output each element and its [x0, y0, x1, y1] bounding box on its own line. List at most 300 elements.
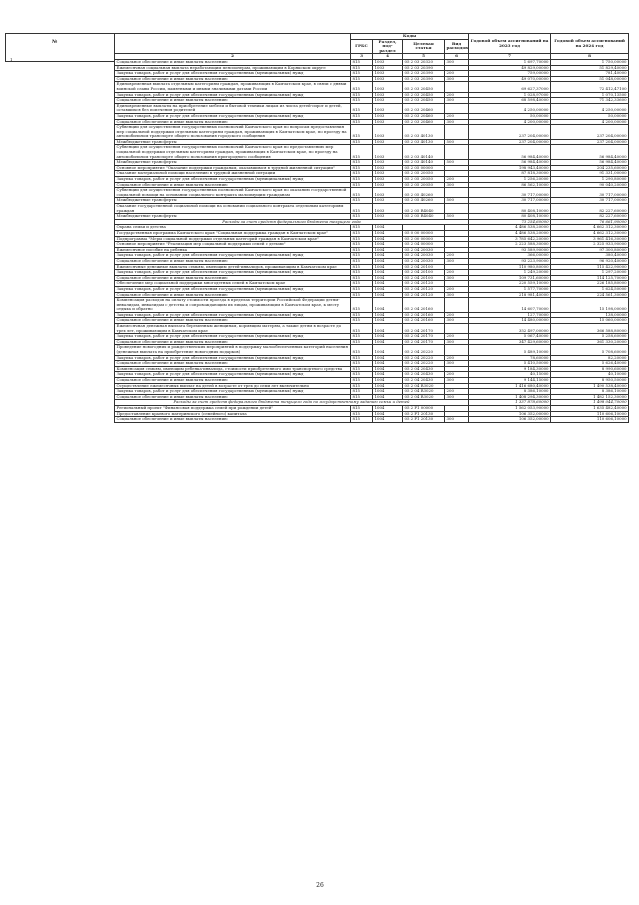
cell-s2: 237 204,00000 [551, 125, 629, 140]
cell-name: Региональный проект "Финансовая поддержка семей при рождении детей" [115, 405, 351, 411]
header-sum-2024: Годовой объем ассигнований на 2024 год [551, 34, 629, 54]
cell-vr: 500 [445, 160, 469, 166]
cell-cs: 05 2 P1 20130 [403, 417, 445, 423]
cell-s1: 49 070,00000 [469, 76, 551, 82]
cell-cs: 05 2 04 20430 [403, 372, 445, 378]
cell-s2: 50,00000 [551, 113, 629, 119]
cell-s1: 237 204,00000 [469, 125, 551, 140]
cell-s2: 15 060,00000 [551, 318, 629, 324]
cell-s1: 218 981,40000 [469, 292, 551, 298]
cell-name: Субвенции для осуществления государственных полномочий Камчатского края по оказанию государственной социальной помощи на основании социального контракта малоимущим гражданам [115, 188, 351, 198]
cell-s1: 1 028,97000 [469, 92, 551, 98]
cell-s1: 1 416 680,40000 [469, 383, 551, 389]
cell-grbs: 815 [351, 270, 373, 276]
cell-name: Закупка товаров, работ и услуг для обеспечения государственных (муниципальных) нужд [115, 389, 351, 395]
cell-s1: 14 607,70000 [469, 298, 551, 313]
cell-name: Межбюджетные трансферты [115, 160, 351, 166]
cell-vr: 300 [445, 318, 469, 324]
cell-name: Единовременная выплата отдельным категориям граждан, проживающих в Камчатском крае, в связи с днями воинской славы России, памятными и иными значимыми датами России [115, 82, 351, 92]
cell-grbs: 815 [351, 318, 373, 324]
cell-rz: 1004 [373, 405, 403, 411]
cell-name: Единовременные выплаты на приобретение мебели и бытовой техники лицам из числа детей-сирот и детей, оставшихся без попечения родителей [115, 103, 351, 113]
cell-grbs: 815 [351, 292, 373, 298]
cell-s2: 4 662 312,30000 [551, 230, 629, 236]
cell-rz: 1003 [373, 165, 403, 171]
cell-s2: 82 227,60000 [551, 204, 629, 214]
cell-grbs: 815 [351, 92, 373, 98]
cell-s1: 3 785 642,20000 [469, 236, 551, 242]
cell-name: Субвенции для осуществления государственных полномочий Камчатского края по вопросам предоставления мер социальной поддержки отдельным категориям граждан, проживающих в Камчатском крае, по проезду на автомобильном транспорте общего пользования городского сообщения [115, 125, 351, 140]
cell-s1: 14 480,00000 [469, 318, 551, 324]
cell-rz: 1004 [373, 361, 403, 367]
number-sign: № [52, 39, 58, 45]
cell-name: Оказание материальной помощи населению в трудной жизненной ситуации [115, 171, 351, 177]
cell-s1: 1 562 053,90000 [469, 405, 551, 411]
cell-s1: 30 717,00000 [469, 188, 551, 198]
cell-vr: 200 [445, 71, 469, 77]
cell-s2: 8 990,60000 [551, 366, 629, 372]
number-column-header [5, 33, 114, 62]
cell-s2: 366 588,80000 [551, 324, 629, 334]
cell-rz: 1004 [373, 378, 403, 384]
cell-grbs: 815 [351, 286, 373, 292]
cell-s1: 1 249,20000 [469, 270, 551, 276]
cell-name: Социальное обеспечение и иные выплаты населению [115, 258, 351, 264]
cell-name: Проведение новогодних и рождественских мероприятий в поддержку малообеспеченных категорий населения (денежная выплата на приобретение новогодних подарков) [115, 345, 351, 355]
cell-rz: 1004 [373, 345, 403, 355]
cell-s1: 93 223,90000 [469, 258, 551, 264]
cell-rz: 1004 [373, 389, 403, 395]
cell-vr: 200 [445, 270, 469, 276]
cell-name: Ежемесячная социальная выплата неработающим пенсионерам, проживающим в Корякском округе [115, 65, 351, 71]
cell-cs: 05 2 04 20170 [403, 339, 445, 345]
cell-name: Ежемесячное пособие на ребенка [115, 247, 351, 253]
cell-rz: 1003 [373, 204, 403, 214]
cell-rz: 1004 [373, 292, 403, 298]
cell-grbs: 815 [351, 113, 373, 119]
cell-rz: 1004 [373, 318, 403, 324]
cell-grbs: 815 [351, 366, 373, 372]
cell-s2: 82 227,60000 [551, 214, 629, 220]
cell-cs: 05 2 04 20100 [403, 270, 445, 276]
cell-cs: 05 2 04 00000 [403, 242, 445, 248]
cell-cs: 05 2 03 20460 [403, 113, 445, 119]
cell-cs: 05 2 05 20050 [403, 171, 445, 177]
cell-cs: 05 2 03 40140 [403, 160, 445, 166]
cell-rz: 1003 [373, 139, 403, 145]
cell-s1: 1 697,70000 [469, 59, 551, 65]
cell-name: Основное мероприятие "Оказание поддержки гражданам, оказавшимся в трудной жизненной ситуации" [115, 165, 351, 171]
col-index: 6 [445, 54, 469, 60]
cell-cs: 05 2 04 20220 [403, 355, 445, 361]
cell-name: Государственная программа Камчатского края "Социальная поддержка граждан в Камчатском крае" [115, 230, 351, 236]
cell-vr: 200 [445, 389, 469, 395]
cell-s2: 237 204,00000 [551, 139, 629, 145]
cell-name: Закупка товаров, работ и услуг для обеспечения государственных (муниципальных) нужд [115, 177, 351, 183]
cell-s1: 4 250,00000 [469, 103, 551, 113]
cell-name: Социальное обеспечение и иные выплаты населению [115, 339, 351, 345]
cell-name: Закупка товаров, работ и услуг для обеспечения государственных (муниципальных) нужд [115, 372, 351, 378]
cell-rz: 1004 [373, 298, 403, 313]
cell-rz: 1003 [373, 214, 403, 220]
table-row [115, 103, 629, 113]
cell-rz: 1004 [373, 264, 403, 270]
cell-s2: 51 048,00000 [551, 76, 629, 82]
cell-grbs: 815 [351, 204, 373, 214]
cell-cs: 05 2 04 20430 [403, 366, 445, 372]
cell-grbs: 815 [351, 198, 373, 204]
page-number: 26 [316, 882, 324, 889]
col-index: 3 [351, 54, 373, 60]
cell-cs: 05 2 04 R3020 [403, 394, 445, 400]
cell-vr: 300 [445, 182, 469, 188]
cell-cs: 05 2 P1 00000 [403, 405, 445, 411]
cell-cs: 05 2 04 20170 [403, 324, 445, 334]
cell-s2: 30 717,00000 [551, 188, 629, 198]
cell-s1: 68 598,40000 [469, 98, 551, 104]
cell-name: Социальное обеспечение и иные выплаты населению [115, 417, 351, 423]
cell-rz: 1004 [373, 372, 403, 378]
cell-s1: 56 984,40000 [469, 145, 551, 160]
cell-grbs: 815 [351, 236, 373, 242]
cell-s2: 40,10000 [551, 372, 629, 378]
cell-rz: 1003 [373, 177, 403, 183]
cell-rz: 1004 [373, 286, 403, 292]
col-index: 2 [115, 54, 351, 60]
cell-name: Закупка товаров, работ и услуг для обеспечения государственных (муниципальных) нужд [115, 355, 351, 361]
cell-name: Межбюджетные трансферты [115, 198, 351, 204]
cell-rz: 1004 [373, 236, 403, 242]
table-row [115, 145, 629, 160]
cell-rz: 1004 [373, 383, 403, 389]
cell-s2: 72 412,47100 [551, 82, 629, 92]
cell-s1: 1 256,20000 [469, 177, 551, 183]
cell-grbs: 815 [351, 253, 373, 259]
cell-grbs: 815 [351, 355, 373, 361]
cell-grbs: 815 [351, 312, 373, 318]
cell-grbs: 815 [351, 82, 373, 92]
cell-name: Закупка товаров, работ и услуг для обеспечения государственных (муниципальных) нужд [115, 253, 351, 259]
cell-cs: 05 2 05 20050 [403, 177, 445, 183]
cell-vr: 300 [445, 275, 469, 281]
cell-name: Закупка товаров, работ и услуг для обеспечения государственных (муниципальных) нужд [115, 312, 351, 318]
cell-s2: 1 070,13500 [551, 92, 629, 98]
cell-cs: 05 2 04 20030 [403, 247, 445, 253]
cell-grbs: 815 [351, 339, 373, 345]
cell-vr [445, 125, 469, 140]
table-row [115, 82, 629, 92]
cell-vr: 300 [445, 394, 469, 400]
cell-vr: 300 [445, 59, 469, 65]
cell-s2: 1 290,80000 [551, 177, 629, 183]
cell-cs: 05 2 04 R3020 [403, 383, 445, 389]
cell-s1: 73 254,60000 [469, 219, 551, 225]
cell-vr [445, 324, 469, 334]
cell-vr: 200 [445, 355, 469, 361]
cell-vr: 300 [445, 292, 469, 298]
cell-grbs: 815 [351, 417, 373, 423]
cell-s2: 4 250,00000 [551, 103, 629, 113]
cell-s2: 30 717,00000 [551, 198, 629, 204]
cell-cs: 05 2 03 20390 [403, 65, 445, 71]
cell-grbs: 815 [351, 145, 373, 160]
cell-grbs: 815 [351, 119, 373, 125]
cell-name: Расходы за счет средств федерального бюджета текущего года по государственному заданию семьи и детей [115, 400, 469, 406]
cell-s1: 5 067,40000 [469, 334, 551, 340]
table-row [115, 125, 629, 140]
cell-name: Ежемесячные денежные выплаты семьям, имеющим детей-инвалидов, проживающим в Камчатском крае [115, 264, 351, 270]
cell-s2: 96 920,40000 [551, 258, 629, 264]
cell-s2: 110 606,10000 [551, 411, 629, 417]
cell-grbs: 815 [351, 59, 373, 65]
cell-rz: 1004 [373, 334, 403, 340]
cell-s1: 5 410,50000 [469, 361, 551, 367]
cell-s2: 8 386,10000 [551, 389, 629, 395]
cell-s1: 4 486 538,20000 [469, 230, 551, 236]
cell-name: Социальное обеспечение и иные выплаты населению [115, 119, 351, 125]
cell-s1: 8 386,10000 [469, 389, 551, 395]
cell-s2: 82,20000 [551, 355, 629, 361]
cell-cs: 05 2 05 R4040 [403, 204, 445, 214]
cell-s2: 71 342,33600 [551, 98, 629, 104]
cell-rz: 1003 [373, 125, 403, 140]
cell-s2: 204 235,60000 [551, 165, 629, 171]
cell-grbs: 815 [351, 247, 373, 253]
cell-rz: 1003 [373, 59, 403, 65]
cell-cs: 05 2 04 20100 [403, 275, 445, 281]
cell-s1: 110 980,80000 [469, 264, 551, 270]
cell-s1: 127,70000 [469, 312, 551, 318]
cell-rz: 1004 [373, 225, 403, 231]
table-row [115, 324, 629, 334]
cell-s1: 80 408,10000 [469, 214, 551, 220]
cell-cs: 05 2 04 20160 [403, 298, 445, 313]
cell-vr: 300 [445, 76, 469, 82]
cell-rz: 1004 [373, 242, 403, 248]
cell-cs: 05 2 04 20430 [403, 378, 445, 384]
cell-s1: 352 497,00000 [469, 324, 551, 334]
cell-vr [445, 145, 469, 160]
cell-s1: 1 337 878,60000 [469, 400, 551, 406]
cell-s1: 2 223 588,30000 [469, 242, 551, 248]
cell-rz: 1003 [373, 65, 403, 71]
cell-s1: 49 829,00000 [469, 65, 551, 71]
cell-s2: 114 125,70000 [551, 275, 629, 281]
cell-rz: 1003 [373, 98, 403, 104]
cell-rz: 1004 [373, 411, 403, 417]
cell-rz: 1004 [373, 253, 403, 259]
cell-vr: 200 [445, 334, 469, 340]
cell-cs: 05 2 05 R4040 [403, 214, 445, 220]
cell-name: Компенсация семьям, имеющим ребенка-инвалида, стоимости приобретенного ими транспортного средства [115, 366, 351, 372]
cell-s1: 1 577,70000 [469, 286, 551, 292]
cell-cs: 05 2 03 20390 [403, 76, 445, 82]
cell-vr: 300 [445, 417, 469, 423]
cell-rz: 1003 [373, 182, 403, 188]
cell-vr: 500 [445, 139, 469, 145]
cell-grbs: 815 [351, 411, 373, 417]
cell-name: Ежемесячная денежная выплата беременным женщинам, кормящим матерям, а также детям в возрасте до трех лет, проживающим в Камчатском крае [115, 324, 351, 334]
header-grbs: ГРБС [351, 39, 373, 54]
cell-cs: 05 2 04 20030 [403, 253, 445, 259]
table-row [115, 417, 629, 423]
cell-grbs: 815 [351, 65, 373, 71]
cell-s2: 76 661,90000 [551, 219, 629, 225]
cell-cs: 05 2 03 20450 [403, 98, 445, 104]
cell-vr: 200 [445, 286, 469, 292]
cell-cs: 05 2 04 20170 [403, 334, 445, 340]
cell-name: Социальное обеспечение и иные выплаты населению [115, 361, 351, 367]
col-index: 4 [373, 54, 403, 60]
header-sum-2023: Годовой объем ассигнований на 2023 год [469, 34, 551, 54]
cell-grbs: 815 [351, 275, 373, 281]
cell-name: Закупка товаров, работ и услуг для обеспечения государственных (муниципальных) нужд [115, 270, 351, 276]
cell-s1: 347 429,60000 [469, 339, 551, 345]
cell-cs: 05 2 00 00000 [403, 236, 445, 242]
cell-s1: 4 486 538,20000 [469, 225, 551, 231]
cell-s1: 78,60000 [469, 355, 551, 361]
cell-rz: 1004 [373, 312, 403, 318]
cell-vr [445, 204, 469, 214]
cell-name: Расходы за счет средств федерального бюджета текущего года [115, 219, 469, 225]
cell-name: Социальное обеспечение и иные выплаты населению [115, 318, 351, 324]
cell-cs: 05 2 04 20160 [403, 318, 445, 324]
cell-cs: 05 2 03 20450 [403, 92, 445, 98]
cell-rz: 1004 [373, 339, 403, 345]
cell-vr: 300 [445, 378, 469, 384]
cell-name: Предоставление краевого материнского (семейного) капитала [115, 411, 351, 417]
cell-rz: 1004 [373, 247, 403, 253]
cell-rz: 1003 [373, 103, 403, 113]
cell-s2: 56 984,40000 [551, 160, 629, 166]
cell-s1: 109 731,60000 [469, 275, 551, 281]
cell-vr: 200 [445, 177, 469, 183]
cell-cs: 05 2 03 20450 [403, 82, 445, 92]
cell-vr [445, 82, 469, 92]
cell-grbs: 815 [351, 372, 373, 378]
cell-rz: 1004 [373, 355, 403, 361]
cell-grbs: 815 [351, 182, 373, 188]
cell-s2: 380,40000 [551, 253, 629, 259]
cell-s2: 224 561,30000 [551, 292, 629, 298]
cell-rz: 1004 [373, 258, 403, 264]
cell-name: Социальное обеспечение и иные выплаты населению [115, 292, 351, 298]
cell-s2: 138,00000 [551, 312, 629, 318]
cell-s1: 5 489,10000 [469, 345, 551, 355]
cell-rz: 1003 [373, 71, 403, 77]
cell-grbs: 815 [351, 225, 373, 231]
cell-rz: 1003 [373, 171, 403, 177]
cell-s1: 366,00000 [469, 253, 551, 259]
cell-grbs: 815 [351, 378, 373, 384]
cell-cs: 05 2 04 20120 [403, 292, 445, 298]
cell-cs: 05 2 04 20120 [403, 281, 445, 287]
cell-s1: 198 943,40000 [469, 165, 551, 171]
cell-s2: 4 662 312,30000 [551, 225, 629, 231]
cell-s2: 226 185,80000 [551, 281, 629, 287]
cell-name: Основное мероприятие "Реализация мер социальной поддержки семей с детьми" [115, 242, 351, 248]
cell-cs: 05 2 05 40260 [403, 188, 445, 198]
cell-vr: 300 [445, 361, 469, 367]
cell-s2: 1 297,20000 [551, 270, 629, 276]
cell-name: Закупка товаров, работ и услуг для обеспечения государственных (муниципальных) нужд [115, 334, 351, 340]
cell-rz: 1004 [373, 275, 403, 281]
cell-s1: 40,15000 [469, 372, 551, 378]
cell-vr: 500 [445, 198, 469, 204]
cell-vr: 200 [445, 113, 469, 119]
cell-grbs: 815 [351, 258, 373, 264]
cell-cs: 05 2 03 20320 [403, 59, 445, 65]
cell-s1: 220 559,10000 [469, 281, 551, 287]
cell-s2: 1 635 482,40000 [551, 405, 629, 411]
cell-s2: 4 200,00000 [551, 119, 629, 125]
cell-grbs: 815 [351, 361, 373, 367]
cell-grbs: 815 [351, 264, 373, 270]
cell-s2: 1 624,50000 [551, 286, 629, 292]
cell-cs: 05 2 03 40130 [403, 139, 445, 145]
cell-grbs: 815 [351, 230, 373, 236]
cell-name: Межбюджетные трансферты [115, 139, 351, 145]
cell-name: Субвенции для осуществления государственных полномочий Камчатского края по предоставлению мер социальной поддержки отдельным категориям граждан, проживающих в Камчатском крае, по проезду на автомобильном транспорте общего пользования пригородного сообщения [115, 145, 351, 160]
cell-vr [445, 103, 469, 113]
cell-rz: 1003 [373, 119, 403, 125]
cell-s2: 51 829,40000 [551, 65, 629, 71]
header-vid: Вид расходов [445, 39, 469, 54]
cell-s1: 30 717,00000 [469, 198, 551, 204]
cell-name: Обеспечение мер социальной поддержки многодетных семей в Камчатском крае [115, 281, 351, 287]
col-index: 5 [403, 54, 445, 60]
cell-s2: 1 498 044,70000 [551, 400, 629, 406]
cell-s2: 2 325 933,90000 [551, 242, 629, 248]
header-razdel: Раздел, под-раздел [373, 39, 403, 54]
cell-s2: 8 950,50000 [551, 378, 629, 384]
cell-grbs: 815 [351, 160, 373, 166]
cell-cs: 05 2 04 20120 [403, 286, 445, 292]
cell-vr: 300 [445, 119, 469, 125]
cell-name: Оказание государственной социальной помощи на основании социального контракта отдельным категориям граждан [115, 204, 351, 214]
cell-s1: 50,00000 [469, 113, 551, 119]
cell-grbs: 815 [351, 103, 373, 113]
cell-s2: 115 422,90000 [551, 264, 629, 270]
cell-s1: 9 184,30000 [469, 366, 551, 372]
cell-cs: 05 2 04 20220 [403, 345, 445, 355]
cell-name: Социальное обеспечение и иные выплаты населению [115, 76, 351, 82]
cell-grbs: 815 [351, 298, 373, 313]
cell-vr: 500 [445, 214, 469, 220]
cell-s1: 759,00000 [469, 71, 551, 77]
cell-grbs: 815 [351, 177, 373, 183]
cell-s2: 90 040,20000 [551, 182, 629, 188]
cell-s1: 56 984,40000 [469, 160, 551, 166]
cell-rz: 1003 [373, 76, 403, 82]
cell-s1: 69 627,37000 [469, 82, 551, 92]
cell-s1: 87 818,30000 [469, 171, 551, 177]
cell-grbs: 815 [351, 324, 373, 334]
cell-s1: 86 562,10000 [469, 182, 551, 188]
cell-rz: 1003 [373, 145, 403, 160]
cell-s2: 1 482 152,30000 [551, 394, 629, 400]
cell-cs: 05 2 05 40260 [403, 198, 445, 204]
cell-grbs: 815 [351, 394, 373, 400]
header-name [115, 34, 351, 54]
cell-grbs: 815 [351, 345, 373, 355]
cell-rz: 1004 [373, 270, 403, 276]
cell-grbs: 815 [351, 125, 373, 140]
cell-grbs: 815 [351, 76, 373, 82]
cell-s2: 56 984,40000 [551, 145, 629, 160]
table-row [115, 188, 629, 198]
cell-vr: 200 [445, 372, 469, 378]
